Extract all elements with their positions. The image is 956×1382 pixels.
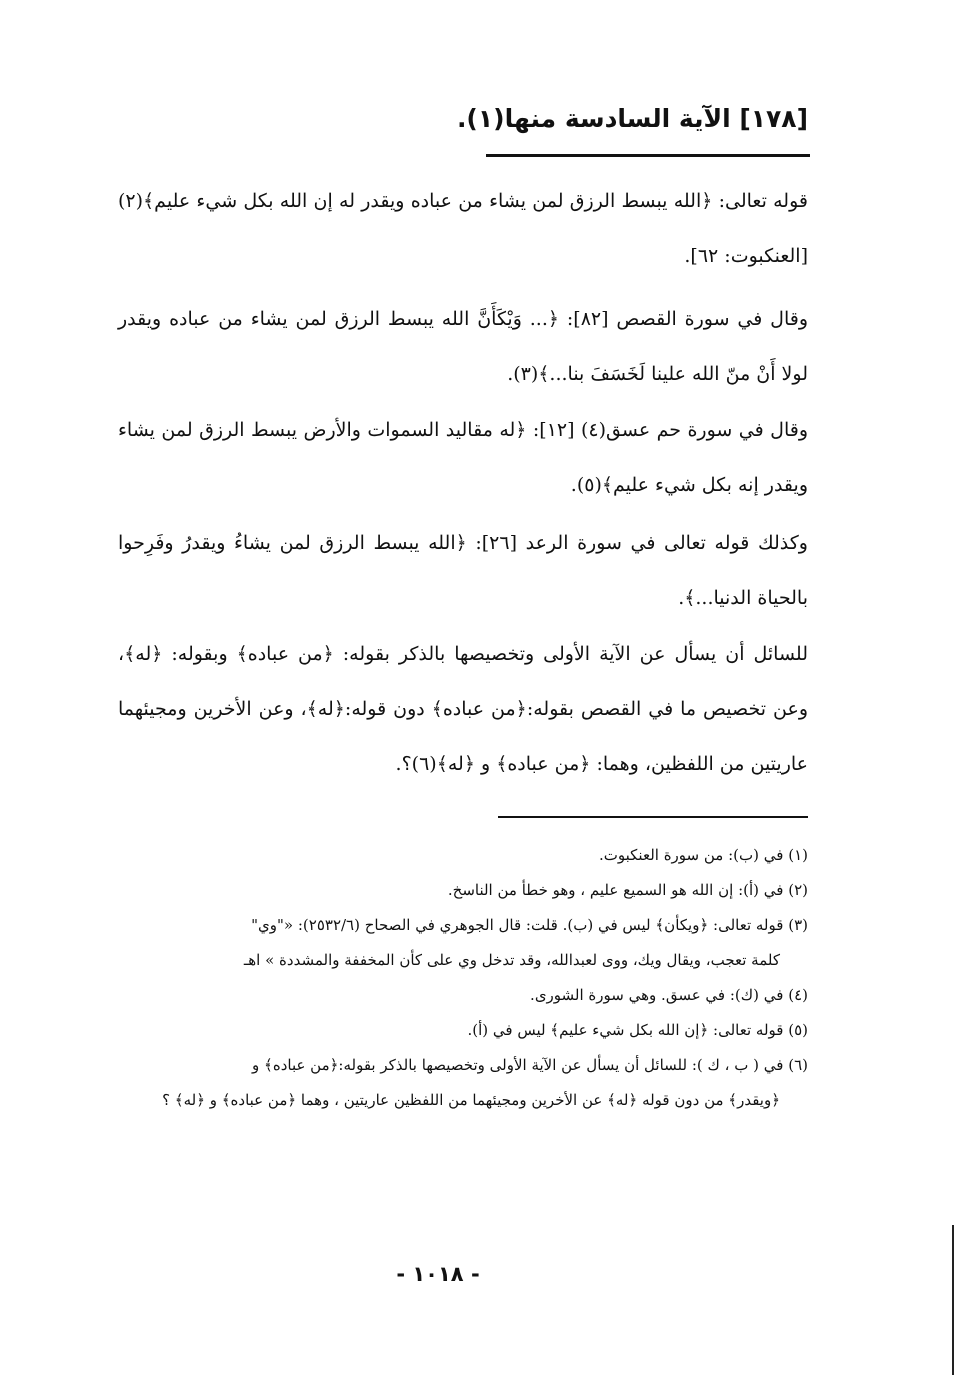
footnote-4 bbox=[108, 978, 808, 1013]
footnote-3 bbox=[108, 908, 808, 978]
paragraph-4: وكذلك قوله تعالى في سورة الرعد [٢٦]: ﴿الله يبسط الرزق لمن يشاءُ ويقدرُ وفَرِحوا بالحياة الدنيا...﴾. bbox=[118, 532, 808, 609]
footnote-number: (٤) bbox=[788, 986, 808, 1004]
footnote-1 bbox=[108, 838, 808, 873]
footnote-5 bbox=[108, 1013, 808, 1048]
paragraph-1: قوله تعالى: ﴿الله يبسط الرزق لمن يشاء من عباده ويقدر له إن الله بكل شيء عليم﴾(٢) [العنكبوت: ٦٢]. bbox=[118, 190, 808, 267]
footnote-continuation: ﴿ويقدر﴾ من دون قوله ﴿له﴾ عن الأخرين ومجيئهما من اللفظين عاريتين ، وهما ﴿من عباده﴾ و ﴿له﴾ ؟ bbox=[162, 1091, 780, 1109]
page-number: - ١٠١٨ - bbox=[396, 1262, 480, 1286]
footnote-text: في ( ب ، ك ): للسائل أن يسأل عن الآية الأولى وتخصيصها بالذكر بقوله:﴿من عباده﴾ و bbox=[252, 1056, 784, 1074]
footnote-text: قوله تعالى: ﴿إن الله بكل شيء عليم﴾ ليس في (أ). bbox=[467, 1021, 784, 1039]
footnote-text: في (ب): من سورة العنكبوت. bbox=[598, 846, 784, 864]
footnote-6 bbox=[108, 1048, 808, 1118]
footnote-text: قوله تعالى: ﴿ويكأن﴾ ليس في (ب). قلت: قال الجوهري في الصحاح (٢٥٣٢/٦): «"وي" bbox=[251, 916, 784, 934]
footnote-number: (٦) bbox=[788, 1056, 808, 1074]
section-heading: [١٧٨] الآية السادسة منها(١). bbox=[456, 104, 808, 133]
footnotes bbox=[108, 838, 808, 1118]
scan-edge-line bbox=[952, 1225, 954, 1375]
footnote-number: (٢) bbox=[788, 881, 808, 899]
footnote-text: في (ك): في عسق. وهي سورة الشورى. bbox=[530, 986, 784, 1004]
footnote-number: (٣) bbox=[788, 916, 808, 934]
heading-underline bbox=[486, 154, 810, 157]
footnote-number: (١) bbox=[788, 846, 808, 864]
footnote-continuation: كلمة تعجب، ويقال ويك، ووى لعبدالله، وقد تدخل وي على كأن المخففة والمشددة » اهـ bbox=[243, 951, 780, 969]
paragraph-3: وقال في سورة حم عسق(٤) [١٢]: ﴿له مقاليد السموات والأرض يبسط الرزق لمن يشاء ويقدر إنه بكل شيء عليم﴾(٥). bbox=[118, 419, 808, 496]
footnote-text: في (أ): إن الله هو السميع عليم ، وهو خطأ من الناسخ. bbox=[447, 881, 784, 899]
footnote-2 bbox=[108, 873, 808, 908]
paragraph-2: وقال في سورة القصص [٨٢]: ﴿... وَيْكَأَنَّ الله يبسط الرزق لمن يشاء من عباده ويقدر لولا أَنْ منّ الله علينا لَخَسَفَ بنا...﴾(٣). bbox=[118, 308, 809, 385]
paragraph-5: للسائل أن يسأل عن الآية الأولى وتخصيصها بالذكر بقوله: ﴿من عباده﴾ وبقوله: ﴿له﴾، وعن تخصيص ما في القصص بقوله:﴿من عباده﴾ دون قوله:﴿له﴾، وعن الأخرين ومجيئهما عاريتين من اللفظين، وهما: ﴿من عباده﴾ و ﴿له﴾(٦)؟. bbox=[118, 643, 808, 775]
footnote-number: (٥) bbox=[788, 1021, 808, 1039]
footnote-separator bbox=[498, 816, 808, 818]
